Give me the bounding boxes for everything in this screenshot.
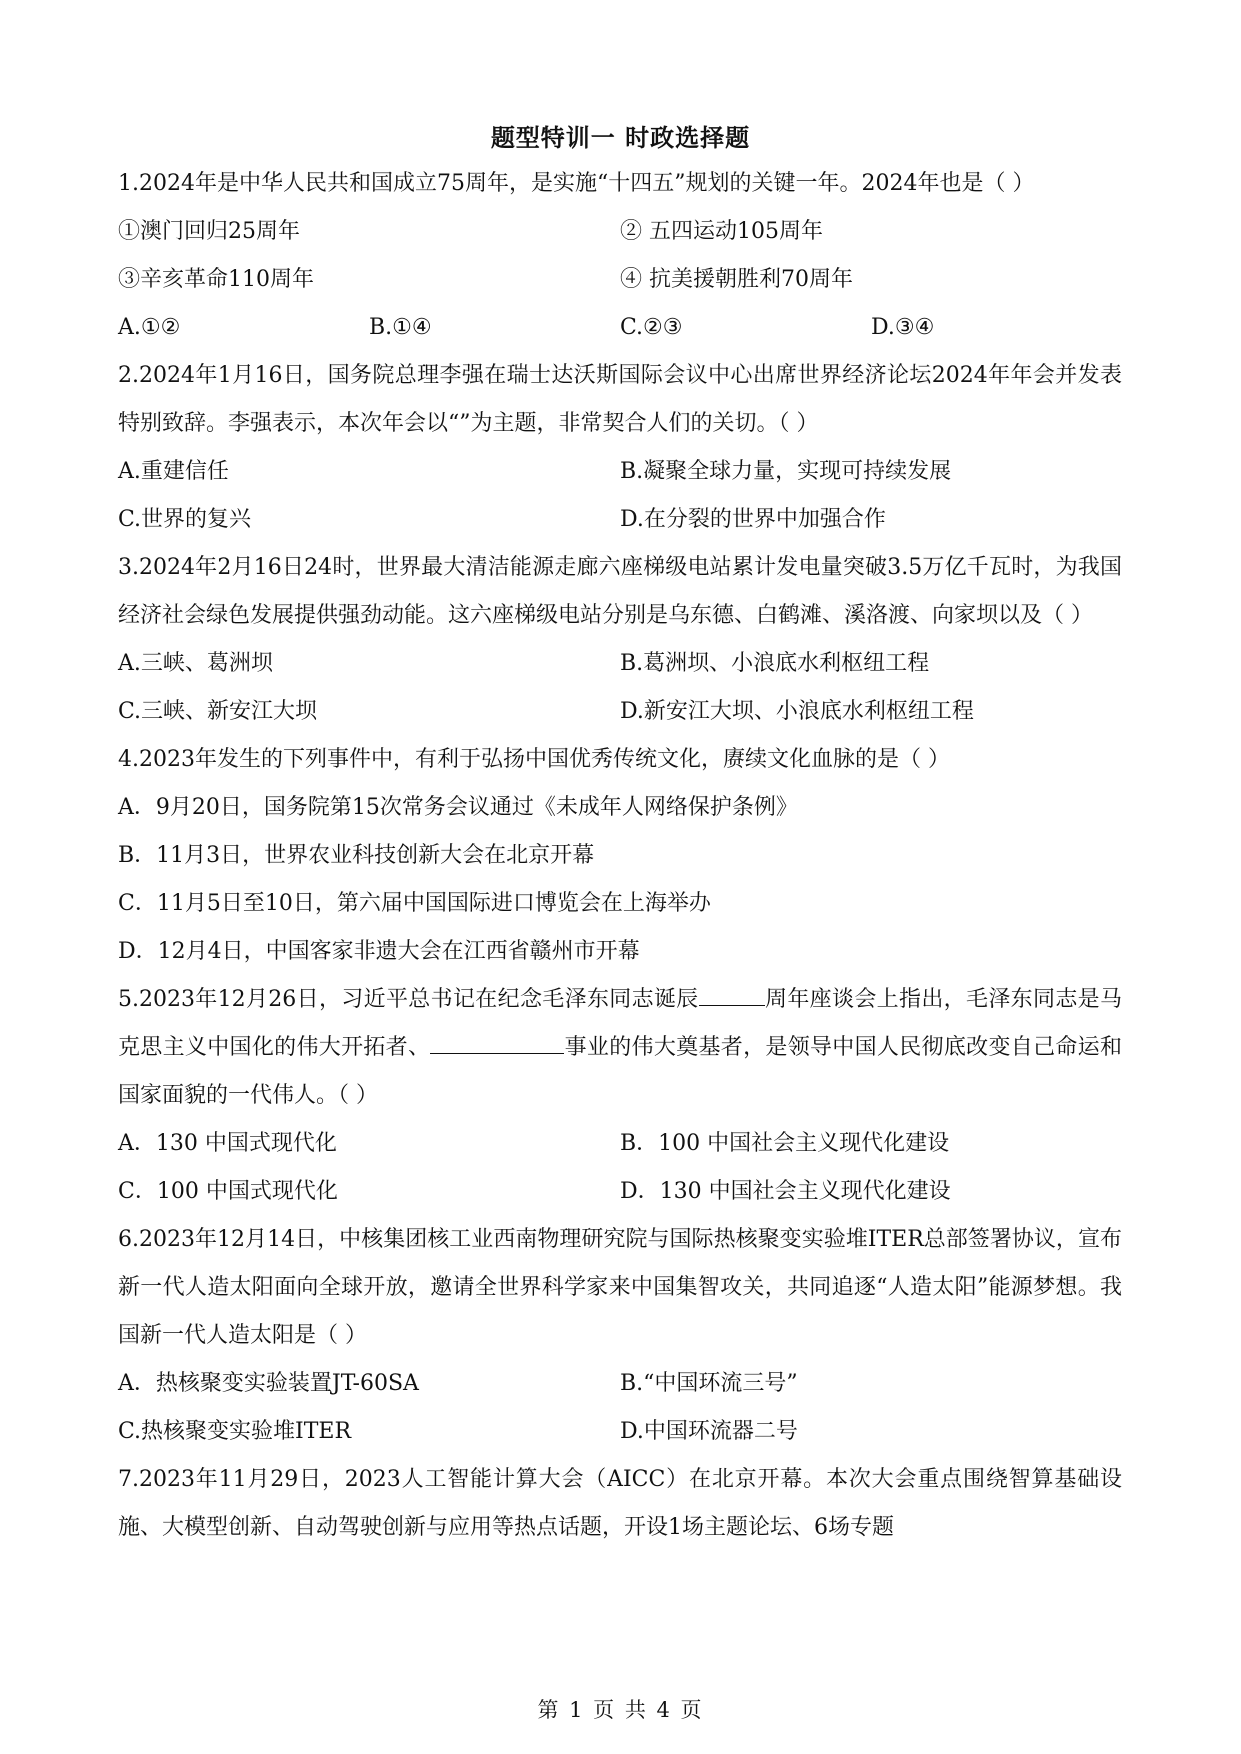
answer-choice: A.①② [118, 315, 181, 340]
answer-choice: C.②③ [620, 315, 683, 340]
option: C.热核聚变实验堆ITER [118, 1419, 352, 1444]
question-2-stem: 2.2024年1月16日，国务院总理李强在瑞士达沃斯国际会议中心出席世界经济论坛2024年年会并发表特别致辞。李强表示，本次年会以“”为主题，非常契合人们的关切。（ ） [118, 363, 1122, 436]
question-2-options [118, 448, 1122, 496]
option: C．100 中国式现代化 [118, 1179, 338, 1204]
option: D.新安江大坝、小浪底水利枢纽工程 [620, 699, 974, 724]
question-3-stem: 3.2024年2月16日24时，世界最大清洁能源走廊六座梯级电站累计发电量突破3.5万亿千瓦时，为我国经济社会绿色发展提供强劲动能。这六座梯级电站分别是乌东德、白鹤滩、溪洛渡、向家坝以及（ ） [118, 555, 1122, 628]
option: A．热核聚变实验装置JT-60SA [118, 1371, 419, 1396]
stem-part: 周年座谈会上指出，毛泽东同志是马克思主义中国化的伟大开拓者、 [118, 987, 1122, 1060]
question-1-answers [118, 304, 1122, 352]
option: ④ 抗美援朝胜利70周年 [620, 267, 853, 292]
option: C．11月5日至10日，第六届中国国际进口博览会在上海举办 [118, 891, 711, 916]
question-2-options [118, 496, 1122, 544]
question-6-stem: 6.2023年12月14日，中核集团核工业西南物理研究院与国际热核聚变实验堆ITER总部签署协议，宣布新一代人造太阳面向全球开放，邀请全世界科学家来中国集智攻关，共同追逐“人造太阳”能源梦想。我国新一代人造太阳是（ ） [118, 1227, 1122, 1348]
option: C.世界的复兴 [118, 507, 252, 532]
option: B.葛洲坝、小浪底水利枢纽工程 [620, 651, 930, 676]
question-1-stem: 1.2024年是中华人民共和国成立75周年，是实施“十四五”规划的关键一年。2024年也是（ ） [118, 171, 1035, 196]
stem-part: 5.2023年12月26日，习近平总书记在纪念毛泽东同志诞辰 [118, 987, 699, 1012]
question-7-stem: 7.2023年11月29日，2023人工智能计算大会（AICC）在北京开幕。本次大会重点围绕智算基础设施、大模型创新、自动驾驶创新与应用等热点话题，开设1场主题论坛、6场专题 [118, 1467, 1122, 1540]
fill-blank [699, 981, 765, 1006]
option: B．11月3日，世界农业科技创新大会在北京开幕 [118, 843, 595, 868]
page-footer: 第 1 页 共 4 页 [537, 1698, 704, 1722]
option: A．9月20日，国务院第15次常务会议通过《未成年人网络保护条例》 [118, 795, 798, 820]
question-4-stem: 4.2023年发生的下列事件中，有利于弘扬中国优秀传统文化，赓续文化血脉的是（ ） [118, 747, 950, 772]
question-5-stem [118, 976, 1122, 1120]
option: ③辛亥革命110周年 [118, 267, 314, 292]
option: A.重建信任 [118, 459, 229, 484]
question-3-options [118, 688, 1122, 736]
option: D.中国环流器二号 [620, 1419, 798, 1444]
option: C.三峡、新安江大坝 [118, 699, 318, 724]
questions [118, 160, 1122, 1552]
answer-choice: D.③④ [871, 315, 935, 340]
option: B．100 中国社会主义现代化建设 [620, 1131, 950, 1156]
question-6-options [118, 1360, 1122, 1408]
question-1-options [118, 208, 1122, 256]
option: A．130 中国式现代化 [118, 1131, 337, 1156]
question-1-options [118, 256, 1122, 304]
option: B.“中国环流三号” [620, 1371, 798, 1396]
option: B.凝聚全球力量，实现可持续发展 [620, 459, 952, 484]
fill-blank [430, 1029, 564, 1054]
option: D.在分裂的世界中加强合作 [620, 507, 886, 532]
option: D．130 中国社会主义现代化建设 [620, 1179, 951, 1204]
option: ①澳门回归25周年 [118, 219, 300, 244]
question-3-options [118, 640, 1122, 688]
page-title: 题型特训一 时政选择题 [490, 123, 751, 152]
stem-part: 事业的伟大奠基者，是领导中国人民彻底改变自己命运和国家面貌的一代伟人。（ ） [118, 1035, 1122, 1108]
option: ② 五四运动105周年 [620, 219, 823, 244]
option: A.三峡、葛洲坝 [118, 651, 273, 676]
option: D．12月4日，中国客家非遗大会在江西省赣州市开幕 [118, 939, 640, 964]
answer-choice: B.①④ [369, 315, 432, 340]
question-6-options [118, 1408, 1122, 1456]
question-5-options [118, 1120, 1122, 1168]
question-5-options [118, 1168, 1122, 1216]
